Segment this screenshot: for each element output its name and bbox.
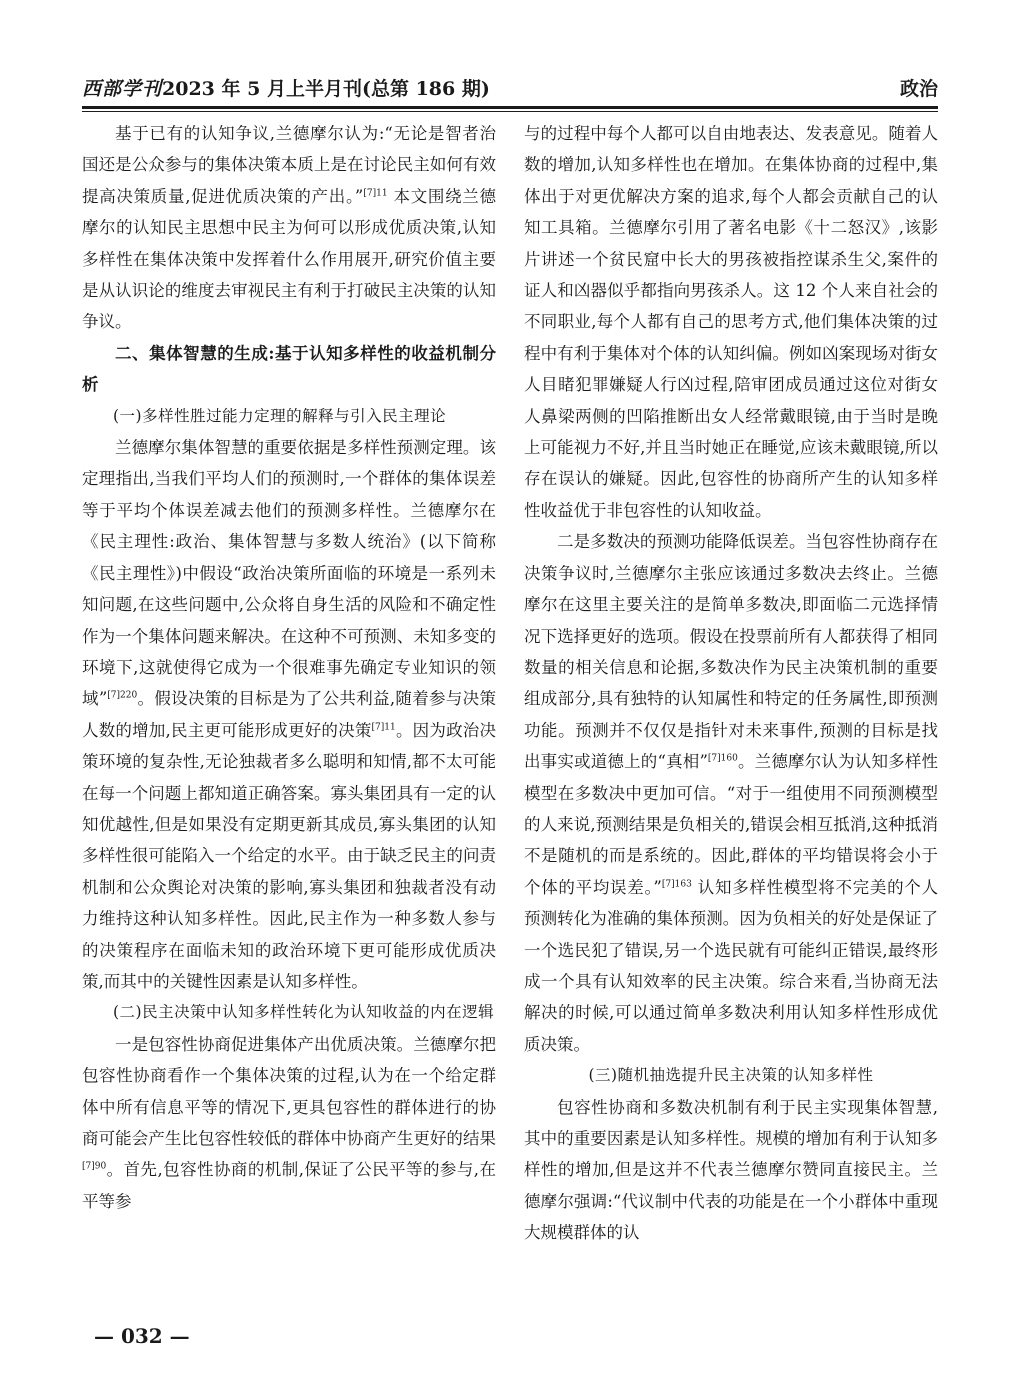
subsection-heading: (二)民主决策中认知多样性转化为认知收益的内在逻辑 (113, 1003, 495, 1022)
journal-issue: 2023 年 5 月上半月刊(总第 186 期) (162, 78, 490, 100)
right-column (524, 118, 938, 1249)
header-rule (82, 106, 938, 109)
journal-logo: 西部学刊 (82, 78, 163, 100)
page-number: — 032 — (94, 1324, 190, 1348)
section-heading: 二、集体智慧的生成:基于认知多样性的收益机制分析 (82, 343, 496, 395)
paragraph: 与的过程中每个人都可以自由地表达、发表意见。随着人数的增加,认知多样性也在增加。在集体协商的过程中,集体出于对更优解决方案的追求,每个人都会贡献自己的认知工具箱。兰德摩尔引用了著名电影《十二怒汉》,该影片讲述一个贫民窟中长大的男孩被指控谋杀生父,案件的证人和凶器似乎都指向男孩杀人。这 12 个人来自社会的不同职业,每个人都有自己的思考方式,他们集体决策的过程中有利于集体对个体的认知纠偏。例如凶案现场对街女人目睹犯罪嫌疑人行凶过程,陪审团成员通过这位对街女人鼻梁两侧的凹陷推断出女人经常戴眼镜,由于当时是晚上可能视力不好,并且当时她正在睡觉,应该未戴眼镜,所以存在误认的嫌疑。因此,包容性的协商所产生的认知多样性收益优于非包容性的认知收益。 (524, 124, 938, 520)
header-rule-thin (82, 111, 938, 112)
paragraph: 一是包容性协商促进集体产出优质决策。兰德摩尔把包容性协商看作一个集体决策的过程,认为在一个给定群体中所有信息平等的情况下,更具包容性的群体进行的协商可能会产生比包容性较低的群体中协商产生更好的结果$^{[7]90}$。首先,包容性协商的机制,保证了公民平等的参与,在平等参 (82, 1034, 496, 1211)
section-label: 政治 (899, 78, 938, 100)
paragraph: 基于已有的认知争议,兰德摩尔认为:“无论是智者治国还是公众参与的集体决策本质上是在讨论民主如何有效提高决策质量,促进优质决策的产出。”$^{[7]11}$ 本文围绕兰德摩尔的认知民主思想中民主为何可以形成优质决策,认知多样性在集体决策中发挥着什么作用展开,研究价值主要是从认识论的维度去审视民主有利于打破民主决策的认知争议。 (82, 124, 496, 332)
paragraph: 二是多数决的预测功能降低误差。当包容性协商存在决策争议时,兰德摩尔主张应该通过多数决去终止。兰德摩尔在这里主要关注的是简单多数决,即面临二元选择情况下选择更好的选项。假设在投票前所有人都获得了相同数量的相关信息和论据,多数决作为民主决策机制的重要组成部分,具有独特的认知属性和特定的任务属性,即预测功能。预测并不仅仅是指针对未来事件,预测的目标是找出事实或道德上的“真相”$^{[7]160}$。兰德摩尔认为认知多样性模型在多数决中更加可信。“对于一组使用不同预测模型的人来说,预测结果是负相关的,错误会相互抵消,这种抵消不是随机的而是系统的。因此,群体的平均错误将会小于个体的平均误差。”$^{[7]163}$ 认知多样性模型将不完美的个人预测转化为准确的集体预测。因为负相关的好处是保证了一个选民犯了错误,另一个选民就有可能纠正错误,最终形成一个具有认知效率的民主决策。综合来看,当协商无法解决的时候,可以通过简单多数决利用认知多样性形成优质决策。 (524, 532, 939, 1054)
paragraph: 兰德摩尔集体智慧的重要依据是多样性预测定理。该定理指出,当我们平均人们的预测时,一个群体的集体误差等于平均个体误差减去他们的预测多样性。兰德摩尔在《民主理性:政治、集体智慧与多数人统治》(以下简称《民主理性》)中假设“政治决策所面临的环境是一系列未知问题,在这些问题中,公众将自身生活的风险和不确定性作为一个集体问题来解决。在这种不可预测、未知多变的环境下,这就使得它成为一个很难事先确定专业知识的领域”$^{[7]220}$。假设决策的目标是为了公共利益,随着参与决策人数的增加,民主更可能形成更好的决策$^{[7]11}$。因为政治决策环境的复杂性,无论独裁者多么聪明和知情,都不太可能在每一个问题上都知道正确答案。寡头集团具有一定的认知优越性,但是如果没有定期更新其成员,寡头集团的认知多样性很可能陷入一个给定的水平。由于缺乏民主的问责机制和公众舆论对决策的影响,寡头集团和独裁者没有动力维持这种认知多样性。因此,民主作为一种多数人参与的决策程序在面临未知的政治环境下更可能形成优质决策,而其中的关键性因素是认知多样性。 (82, 438, 497, 991)
page-header (82, 74, 938, 104)
left-column (82, 118, 496, 1217)
journal-title (82, 74, 490, 104)
subsection-heading: (一)多样性胜过能力定理的解释与引入民主理论 (113, 406, 447, 425)
subsection-heading: (三)随机抽选提升民主决策的认知多样性 (588, 1066, 874, 1085)
paragraph: 包容性协商和多数决机制有利于民主实现集体智慧,其中的重要因素是认知多样性。规模的增加有利于认知多样性的增加,但是这并不代表兰德摩尔赞同直接民主。兰德摩尔强调:“代议制中代表的功能是在一个小群体中重现大规模群体的认 (524, 1097, 938, 1243)
